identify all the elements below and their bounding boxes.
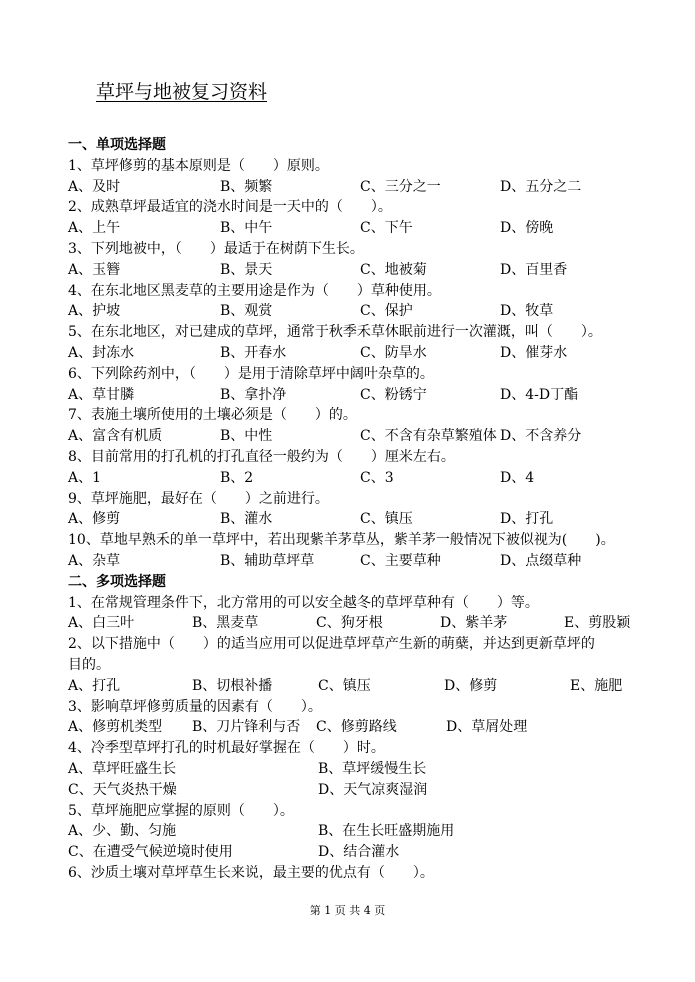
question-text: 1、在常规管理条件下，北方常用的可以安全越冬的草坪草种有（ ）等。 <box>68 594 539 611</box>
answer-option: A、玉簪 <box>68 261 121 278</box>
answer-option: A、打孔 <box>68 677 121 694</box>
option-row <box>68 426 668 447</box>
answer-option: C、狗牙根 <box>316 615 383 632</box>
answer-option: C、在遭受气候逆境时使用 <box>68 844 233 861</box>
answer-option: D、催芽水 <box>500 344 568 361</box>
question-text: 4、冷季型草坪打孔的时机最好掌握在（ ）时。 <box>68 740 385 757</box>
option-row <box>68 301 668 322</box>
answer-option: D、结合灌水 <box>318 844 400 861</box>
question-text: 2、以下措施中（ ）的适当应用可以促进草坪草产生新的萌蘖，并达到更新草坪的 <box>68 636 595 653</box>
question-text: 1、草坪修剪的基本原则是（ ）原则。 <box>68 157 329 174</box>
answer-option: C、不含有杂草繁殖体 <box>360 428 497 445</box>
answer-option: D、点缀草种 <box>500 552 582 569</box>
answer-option: A、封冻水 <box>68 344 135 361</box>
answer-option: A、上午 <box>68 220 121 237</box>
question-text: 10、草地早熟禾的单一草坪中，若出现紫羊茅草丛，紫羊茅一般情况下被似视为( )。 <box>68 532 615 549</box>
answer-option: B、切根补播 <box>192 677 273 694</box>
answer-option: B、频繁 <box>220 178 273 195</box>
answer-option: B、2 <box>220 469 254 486</box>
answer-option: D、紫羊茅 <box>440 615 508 632</box>
question-text: 6、沙质土壤对草坪草生长来说，最主要的优点有（ ）。 <box>68 864 434 881</box>
answer-option: C、3 <box>360 469 394 486</box>
answer-option: B、中午 <box>220 220 273 237</box>
answer-option: C、粉锈宁 <box>360 386 427 403</box>
option-row <box>68 780 668 801</box>
question-text: 4、在东北地区黑麦草的主要用途是作为（ ）草种使用。 <box>68 282 441 299</box>
answer-option: C、地被菊 <box>360 261 427 278</box>
question-text: 2、成熟草坪最适宜的浇水时间是一天中的（ ）。 <box>68 199 392 216</box>
answer-option: D、百里香 <box>500 261 568 278</box>
question-text: 6、下列除药剂中，（ ）是用于清除草坪中阔叶杂草的。 <box>68 365 434 382</box>
answer-option: A、1 <box>68 469 102 486</box>
answer-option: C、三分之一 <box>360 178 441 195</box>
question-text: 3、下列地被中，（ ）最适于在树荫下生长。 <box>68 240 364 257</box>
answer-option: C、镇压 <box>360 511 413 528</box>
option-row <box>68 676 668 697</box>
answer-option: A、护坡 <box>68 303 121 320</box>
answer-option: B、观赏 <box>220 303 273 320</box>
answer-option: B、开春水 <box>220 344 287 361</box>
answer-option: A、少、勤、匀施 <box>68 823 177 840</box>
answer-option: D、五分之二 <box>500 178 582 195</box>
answer-option: D、草屑处理 <box>446 719 528 736</box>
answer-option: B、景天 <box>220 261 273 278</box>
answer-option: C、下午 <box>360 220 413 237</box>
question-text: 8、目前常用的打孔机的打孔直径一般约为（ ）厘米左右。 <box>68 448 455 465</box>
answer-option: A、及时 <box>68 178 121 195</box>
section-heading: 二、多项选择题 <box>68 573 166 590</box>
answer-option: B、中性 <box>220 428 273 445</box>
answer-option: C、主要草种 <box>360 552 441 569</box>
answer-option: D、牧草 <box>500 303 554 320</box>
answer-option: B、刀片锋利与否 <box>192 719 301 736</box>
answer-option: A、草甘膦 <box>68 386 135 403</box>
option-row <box>68 821 668 842</box>
question-text: 9、草坪施肥，最好在（ ）之前进行。 <box>68 490 329 507</box>
option-row <box>68 509 668 530</box>
answer-option: C、镇压 <box>318 677 371 694</box>
answer-option: E、剪股颖 <box>564 615 631 632</box>
option-row <box>68 260 668 281</box>
answer-option: A、富含有机质 <box>68 428 163 445</box>
answer-option: A、杂草 <box>68 552 121 569</box>
answer-option: B、灌水 <box>220 511 273 528</box>
answer-option: E、施肥 <box>570 677 623 694</box>
option-row <box>68 551 668 572</box>
answer-option: A、修剪 <box>68 511 121 528</box>
answer-option: D、天气凉爽湿润 <box>318 781 428 798</box>
answer-option: A、修剪机类型 <box>68 719 163 736</box>
option-row <box>68 177 668 198</box>
option-row <box>68 343 668 364</box>
option-row <box>68 468 668 489</box>
answer-option: B、草坪缓慢生长 <box>318 760 427 777</box>
question-text: 5、在东北地区，对已建成的草坪，通常于秋季禾草休眠前进行一次灌溉，叫（ ）。 <box>68 324 602 341</box>
option-row <box>68 385 668 406</box>
answer-option: C、保护 <box>360 303 413 320</box>
answer-option: B、黑麦草 <box>192 615 259 632</box>
answer-option: C、天气炎热干燥 <box>68 781 177 798</box>
answer-option: B、拿扑净 <box>220 386 287 403</box>
answer-option: C、防旱水 <box>360 344 427 361</box>
answer-option: B、辅助草坪草 <box>220 552 315 569</box>
answer-option: D、4 <box>500 469 535 486</box>
answer-option: D、不含养分 <box>500 428 582 445</box>
question-text: 5、草坪施肥应掌握的原则（ ）。 <box>68 802 294 819</box>
option-row <box>68 717 668 738</box>
option-row <box>68 218 668 239</box>
answer-option: D、4-D丁酯 <box>500 386 579 403</box>
option-row <box>68 842 668 863</box>
question-text: 3、影响草坪修剪质量的因素有（ ）。 <box>68 698 322 715</box>
answer-option: A、草坪旺盛生长 <box>68 760 177 777</box>
question-list <box>68 135 668 884</box>
answer-option: D、打孔 <box>500 511 554 528</box>
answer-option: D、傍晚 <box>500 220 554 237</box>
section-heading: 一、单项选择题 <box>68 137 166 153</box>
question-text: 目的。 <box>68 656 110 673</box>
option-row <box>68 613 668 634</box>
page-footer: 第 1 页 共 4 页 <box>309 904 386 917</box>
option-row <box>68 759 668 780</box>
answer-option: A、白三叶 <box>68 615 135 632</box>
answer-option: D、修剪 <box>444 677 498 694</box>
answer-option: C、修剪路线 <box>316 719 397 736</box>
answer-option: B、在生长旺盛期施用 <box>318 823 455 840</box>
document-title: 草坪与地被复习资料 <box>96 81 268 103</box>
question-text: 7、表施土壤所使用的土壤必须是（ ）的。 <box>68 407 357 424</box>
